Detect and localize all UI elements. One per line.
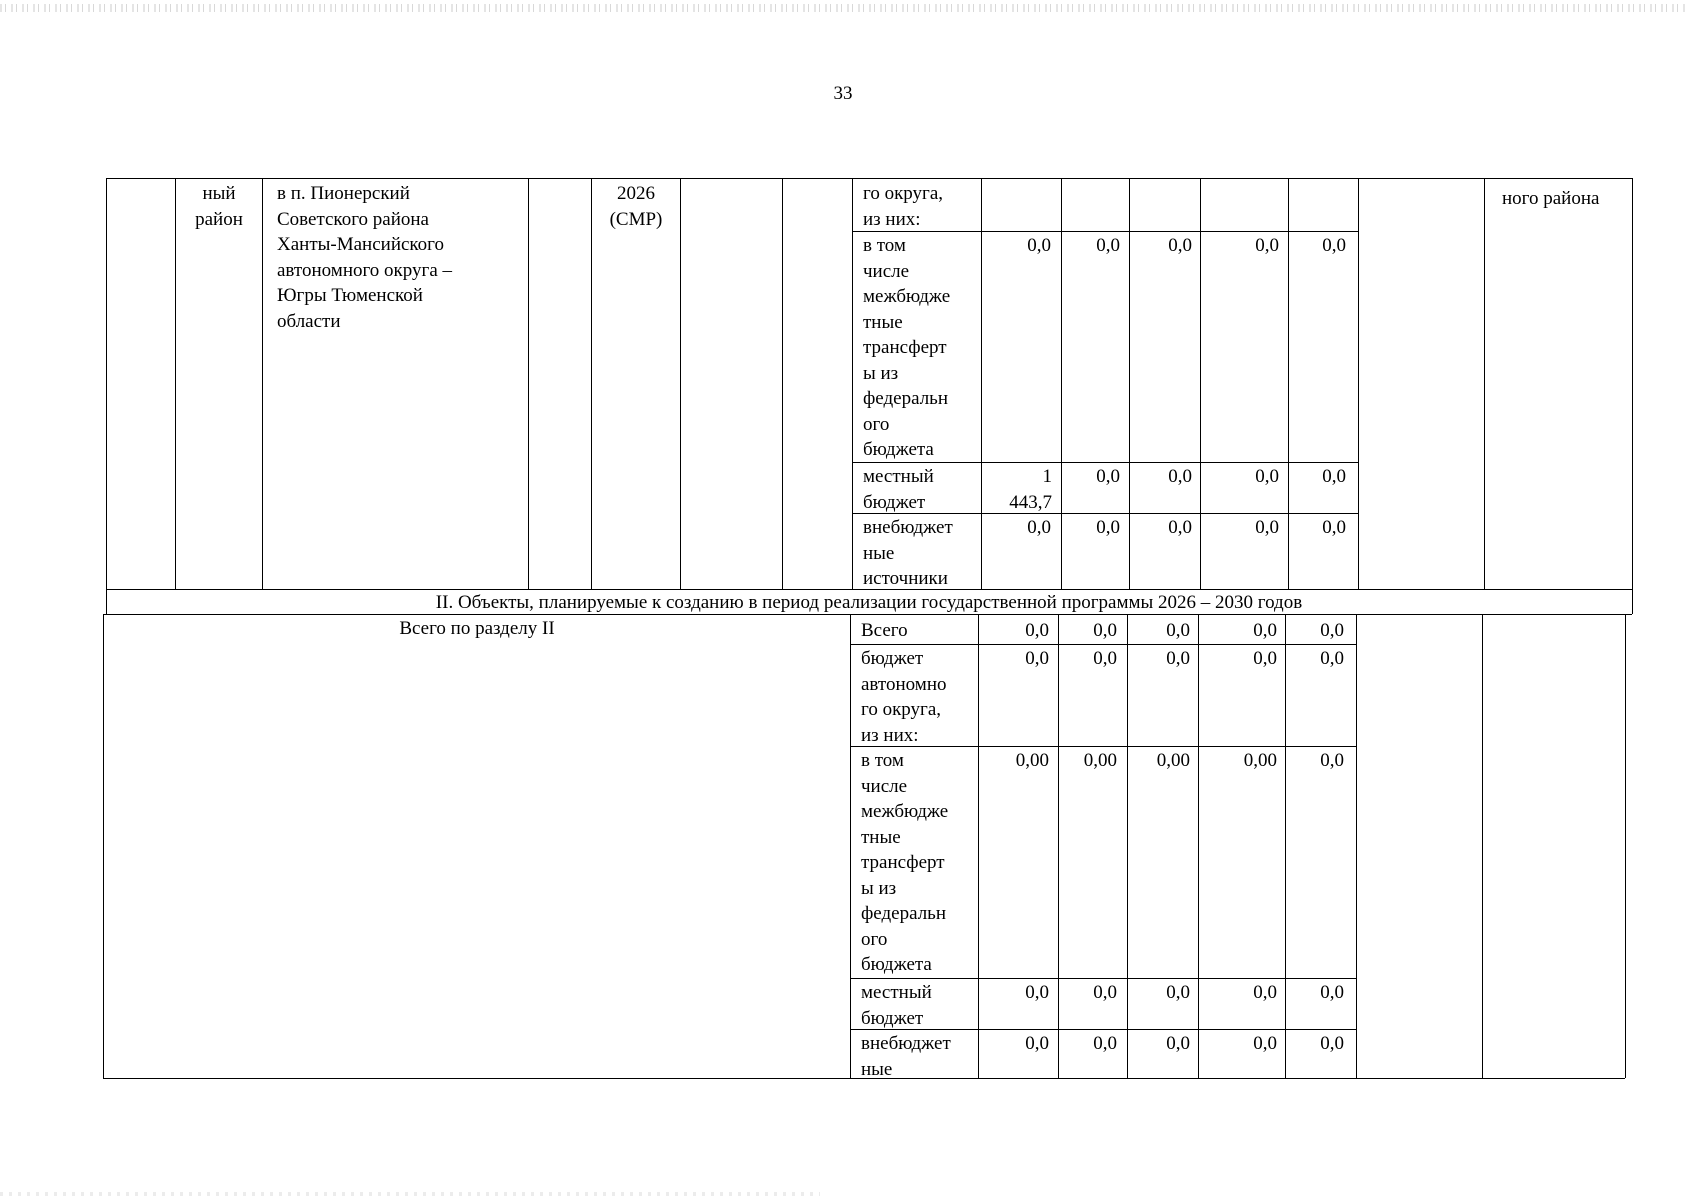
value-cell: 0,0: [1166, 648, 1190, 669]
value-cell: 0,0: [1025, 1033, 1049, 1054]
value-cell: 0,0: [1253, 620, 1277, 641]
col-border: [1127, 614, 1128, 1078]
col-border: [528, 178, 529, 589]
value-cell: 0,0: [1168, 517, 1192, 538]
value-cell: 0,0: [1320, 750, 1344, 771]
value-cell: 0,0: [1166, 1033, 1190, 1054]
col-border: [591, 178, 592, 589]
col-border: [1198, 614, 1199, 1078]
col-border: [1285, 614, 1286, 1078]
scan-artifact-top: [0, 4, 1686, 12]
value-cell: 0,0: [1253, 982, 1277, 1003]
col-border: [262, 178, 263, 589]
value-cell: 1 443,7: [1009, 466, 1052, 513]
value-cell: 0,0: [1096, 235, 1120, 256]
col-border: [852, 178, 853, 589]
col-border: [1482, 614, 1483, 1078]
col-border: [175, 178, 176, 589]
funding-source-cell: внебюджет ные: [861, 1033, 951, 1080]
col-border: [1356, 614, 1357, 1078]
value-cell: 0,0: [1255, 466, 1279, 487]
value-cell: 0,0: [1096, 466, 1120, 487]
page-number: 33: [833, 83, 853, 104]
value-cell: 0,0: [1166, 982, 1190, 1003]
col-border: [850, 614, 851, 1078]
section-bottom-border: [103, 614, 1632, 615]
value-cell: 0,0: [1253, 648, 1277, 669]
value-cell: 0,0: [1025, 620, 1049, 641]
value-cell: 0,0: [1166, 620, 1190, 641]
value-cell: 0,0: [1027, 235, 1051, 256]
value-cell: 0,0: [1320, 648, 1344, 669]
funding-source-cell: внебюджет ные источники: [863, 517, 953, 589]
row-divider: [850, 978, 1356, 979]
value-cell: 0,0: [1322, 235, 1346, 256]
col-border: [782, 178, 783, 589]
value-cell: 0,0: [1255, 517, 1279, 538]
location-cell: в п. Пионерский Советского района Ханты-Мансийского автономного округа – Югры Тюменской области: [277, 183, 453, 332]
col-border: [680, 178, 681, 589]
value-cell: 0,0: [1255, 235, 1279, 256]
year-cell: 2026 (СМР): [609, 183, 663, 230]
col-border: [1632, 178, 1633, 614]
district-cell: ный район: [195, 183, 243, 230]
value-cell: 0,0: [1320, 620, 1344, 641]
value-cell: 0,0: [1320, 1033, 1344, 1054]
funding-source-cell: бюджет автономно го округа, из них:: [861, 648, 947, 746]
funding-source-cell: местный бюджет: [863, 466, 934, 513]
value-cell: 0,0: [1093, 1033, 1117, 1054]
col-border: [106, 178, 107, 589]
value-cell: 0,0: [1027, 517, 1051, 538]
value-cell: 0,0: [1093, 648, 1117, 669]
value-cell: 0,0: [1322, 517, 1346, 538]
value-cell: 0,0: [1093, 620, 1117, 641]
value-cell: 0,0: [1253, 1033, 1277, 1054]
value-cell: 0,00: [1156, 750, 1190, 771]
funding-source-cell: в том числе межбюдже тные трансферт ы из федеральн ого бюджета: [863, 235, 951, 460]
col-border: [1484, 178, 1485, 589]
value-cell: 0,0: [1093, 982, 1117, 1003]
col-border: [1625, 614, 1626, 1078]
value-cell: 0,00: [1015, 750, 1049, 771]
funding-source-cell: в том числе межбюдже тные трансферт ы из федеральн ого бюджета: [861, 750, 949, 975]
responsible-cell: ного района: [1502, 188, 1600, 209]
value-cell: 0,00: [1083, 750, 1117, 771]
table-top-border: [106, 178, 1632, 179]
value-cell: 0,00: [1243, 750, 1277, 771]
value-cell: 0,0: [1320, 982, 1344, 1003]
col-border: [103, 614, 104, 1078]
value-cell: 0,0: [1168, 235, 1192, 256]
section-title: II. Объекты, планируемые к созданию в период реализации государственной программы 2026 – 2030 годов: [435, 592, 1303, 613]
scan-artifact-bottom: [0, 1192, 820, 1196]
value-cell: 0,0: [1025, 648, 1049, 669]
col-border: [1058, 614, 1059, 1078]
value-cell: 0,0: [1322, 466, 1346, 487]
value-cell: 0,0: [1168, 466, 1192, 487]
col-border: [1358, 178, 1359, 589]
funding-source-cell: местный бюджет: [861, 982, 932, 1029]
col-border: [978, 614, 979, 1078]
funding-source-cell: Всего: [861, 620, 908, 641]
row-divider: [850, 644, 1356, 645]
funding-source-cell: го округа, из них:: [863, 183, 944, 230]
value-cell: 0,0: [1025, 982, 1049, 1003]
section-total-label: Всего по разделу II: [399, 618, 555, 639]
value-cell: 0,0: [1096, 517, 1120, 538]
